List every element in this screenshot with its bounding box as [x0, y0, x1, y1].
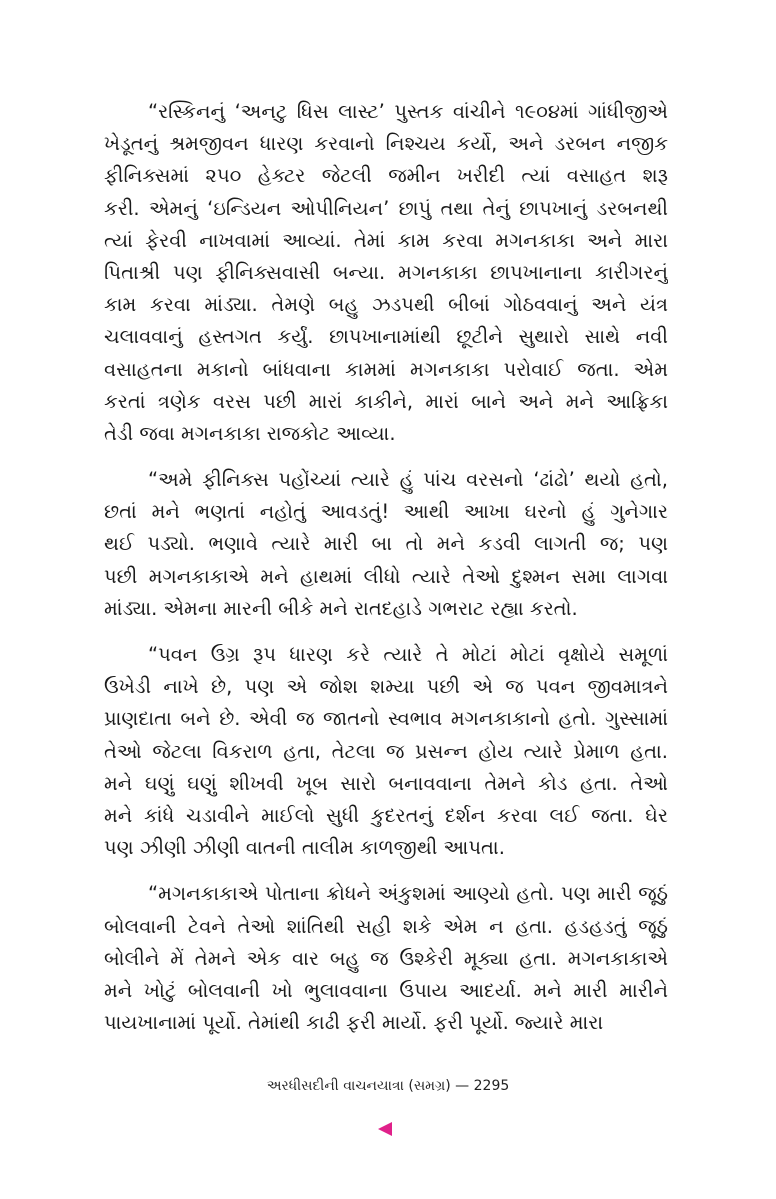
- text-line: પ્રાણદાતા બને છે. એવી જ જાતનો સ્વભાવ મગનકાકાનો હતો. ગુસ્સામાં: [104, 707, 668, 731]
- text-line: બોલવાની ટેવને તેઓ શાંતિથી સહી શકે એમ ન હતા. હડહડતું જૂઠું: [104, 914, 668, 938]
- text-line: મને ખોટું બોલવાની ખો ભુલાવવાના ઉપાય આદર્યા. મને મારી મારીને: [104, 978, 668, 1002]
- text-line: તેઓ જેટલા વિકરાળ હતા, તેટલા જ પ્રસન્ન હોય ત્યારે પ્રેમાળ હતા.: [104, 739, 668, 763]
- text-line: વસાહતના મકાનો બાંધવાના કામમાં મગનકાકા પરોવાઈ જતા. એમ: [104, 357, 668, 381]
- text-line: પિતાશ્રી પણ ફીનિક્સવાસી બન્યા. મગનકાકા છાપખાનાના કારીગરનું: [104, 260, 668, 284]
- text-line: માંડ્યા. એમના મારની બીકે મને રાતદહાડે ગભરાટ રહ્યા કરતો.: [104, 596, 578, 620]
- text-line: મને ઘણું ઘણું શીખવી ખૂબ સારો બનાવવાના તેમને કોડ હતા. તેઓ: [104, 771, 668, 795]
- text-line: કામ કરવા માંડ્યા. તેમણે બહુ ઝડપથી બીબાં ગોઠવવાનું અને યંત્ર: [104, 293, 668, 317]
- text-line: કરી. એમનું ‘ઇન્ડિયન ઓપીનિયન’ છાપું તથા તેનું છાપખાનું ડરબનથી: [104, 196, 668, 220]
- paragraph: [104, 96, 668, 450]
- text-line: મને કાંધે ચડાવીને માઈલો સુધી કુદરતનું દર્શન કરવા લઈ જતા. ઘેર: [104, 803, 668, 827]
- text-line: “મગનકાકાએ પોતાના ક્રોધને અંકુશમાં આણ્યો હતો. પણ મારી જૂઠું: [148, 882, 668, 906]
- left-triangle-icon[interactable]: [378, 1122, 392, 1136]
- text-line: “પવન ઉગ્ર રૂપ ધારણ કરે ત્યારે તે મોટાં મોટાં વૃક્ષોયે સમૂળાં: [148, 643, 668, 666]
- paragraph: [104, 464, 668, 625]
- text-line: ત્યાં ફેરવી નાખવામાં આવ્યાં. તેમાં કામ કરવા મગનકાકા અને મારા: [104, 228, 668, 252]
- text-line: પછી મગનકાકાએ મને હાથમાં લીધો ત્યારે તેઓ દુશ્મન સમા લાગવા: [104, 564, 668, 588]
- text-line: ખેડૂતનું શ્રમજીવન ધારણ કરવાનો નિશ્ચય કર્યો, અને ડરબન નજીક: [104, 132, 668, 156]
- text-line: ચલાવવાનું હસ્તગત કર્યું. છાપખાનામાંથી છૂટીને સુથારો સાથે નવી: [104, 325, 668, 349]
- text-line: ઉખેડી નાખે છે, પણ એ જોશ શમ્યા પછી એ જ પવન જીવમાત્રને: [104, 675, 668, 699]
- text-line: તેડી જવા મગનકાકા રાજકોટ આવ્યા.: [104, 421, 396, 445]
- text-line: છતાં મને ભણતાં નહોતું આવડતું! આથી આખા ઘરનો હું ગુનેગાર: [104, 500, 668, 524]
- paragraph: [104, 639, 668, 864]
- text-line: પણ ઝીણી ઝીણી વાતની તાલીમ કાળજીથી આપતા.: [104, 836, 505, 860]
- text-line: કરતાં ત્રણેક વરસ પછી મારાં કાકીને, મારાં બાને અને મને આફ્રિકા: [104, 389, 668, 413]
- page-footer: અરધીસદીની વાચનયાત્રા (સમગ્ર) — 2295: [266, 1078, 510, 1094]
- text-line: થઈ પડ્યો. ભણાવે ત્યારે મારી બા તો મને કડવી લાગતી જ; પણ: [104, 532, 668, 556]
- text-line: “રસ્કિનનું ‘અનટુ ધિસ લાસ્ટ’ પુસ્તક વાંચીને ૧૯૦૪માં ગાંધીજીએ: [148, 100, 668, 123]
- text-line: પાયખાનામાં પૂર્યો. તેમાંથી કાઢી ફરી માર્યો. ફરી પૂર્યો. જ્યારે મારા: [104, 1011, 604, 1035]
- text-line: બોલીને મેં તેમને એક વાર બહુ જ ઉશ્કેરી મૂક્યા હતા. મગનકાકાએ: [104, 946, 668, 970]
- text-line: “અમે ફીનિક્સ પહોંચ્યાં ત્યારે હું પાંચ વરસનો ‘ઢાંઢો’ થયો હતો,: [148, 468, 668, 492]
- text-line: ફીનિક્સમાં ૨૫૦ હેક્ટર જેટલી જમીન ખરીદી ત્યાં વસાહત શરૂ: [104, 164, 668, 188]
- paragraph: [104, 878, 668, 1039]
- body-text: [104, 96, 668, 1053]
